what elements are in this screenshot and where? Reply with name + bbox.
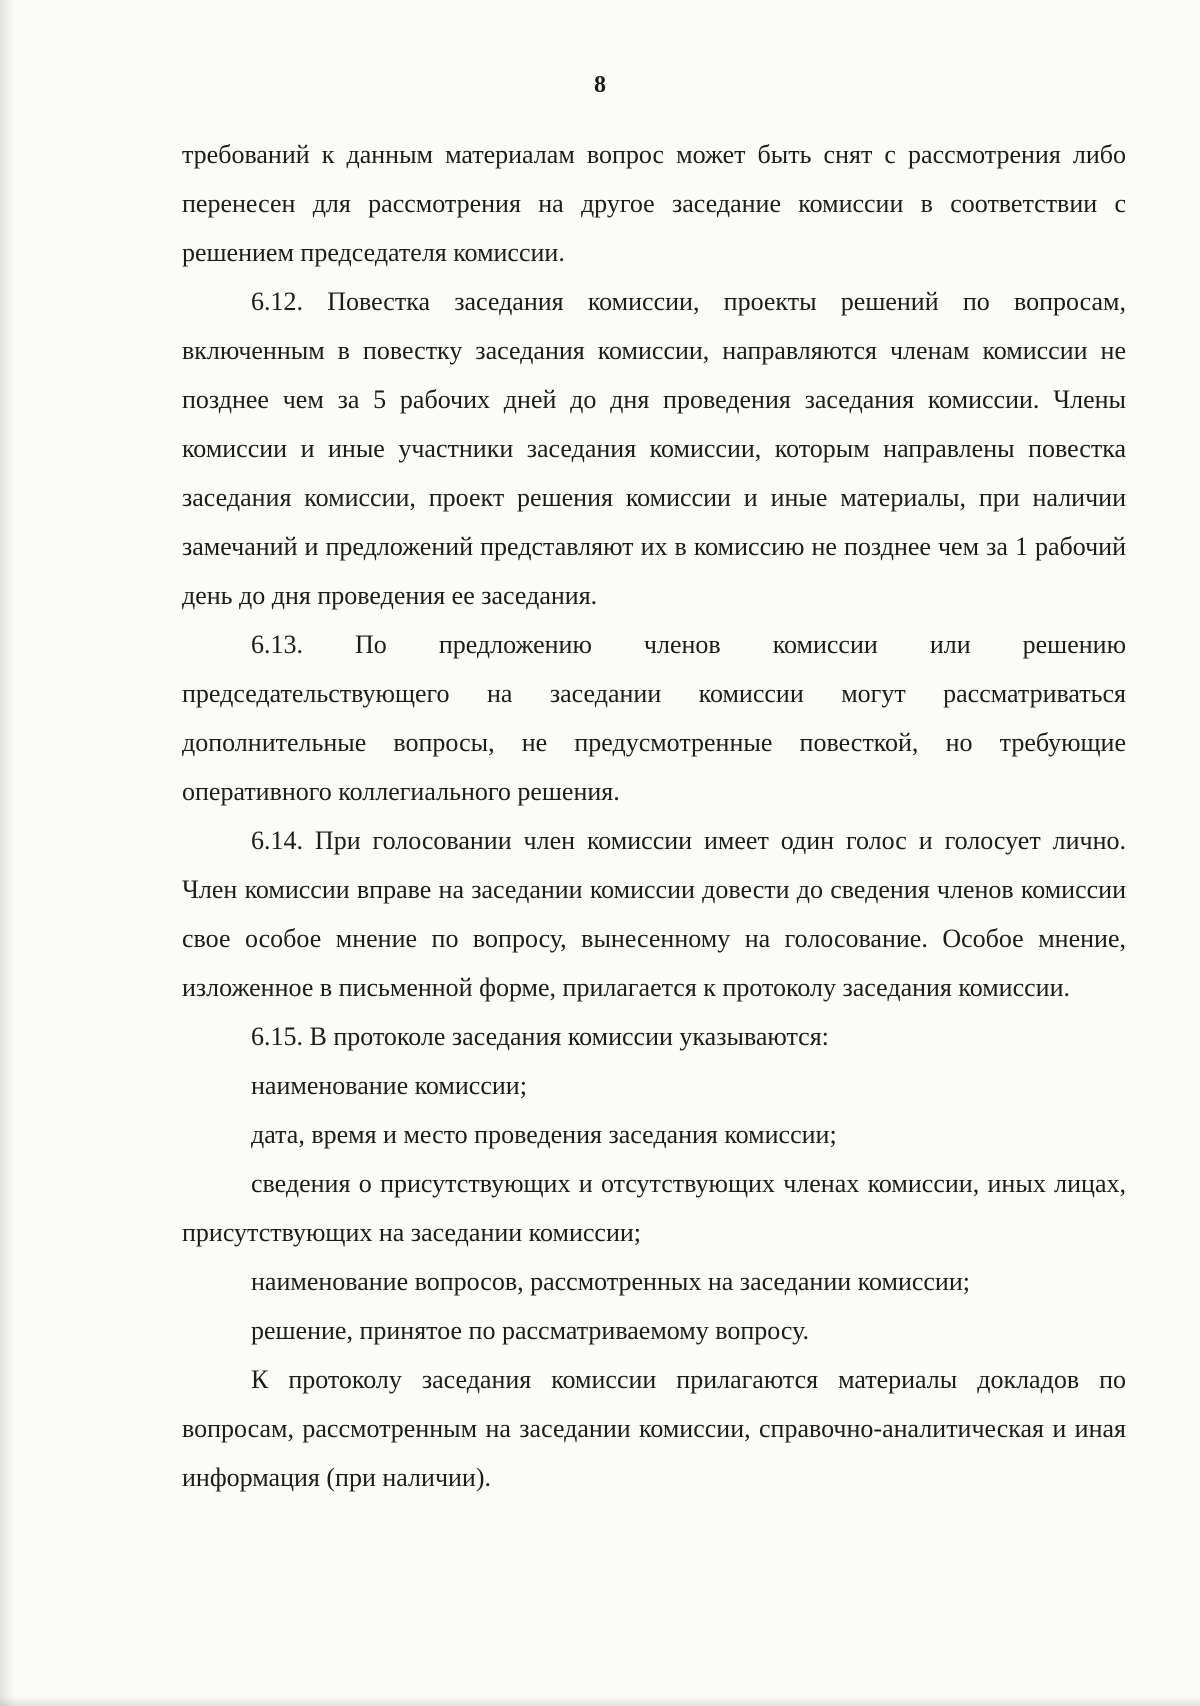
list-item: решение, принятое по рассматриваемому вопросу. (251, 1316, 809, 1345)
paragraph-6-13: 6.13. По предложению членов комиссии или решению председательствующего на заседании комиссии могут рассматриваться дополнительные вопросы, не предусмотренные повесткой, но требующие оперативного коллегиального решения. (182, 630, 1126, 806)
page-number: 8 (594, 72, 606, 98)
paragraph-continuation: требований к данным материалам вопрос может быть снят с рассмотрения либо перенесен для рассмотрения на другое заседание комиссии в соответствии с решением председателя комиссии. (182, 140, 1126, 267)
list-item: наименование комиссии; (251, 1071, 527, 1100)
list-item: наименование вопросов, рассмотренных на заседании комиссии; (251, 1267, 970, 1296)
document-body (182, 130, 1126, 1502)
scan-edge-bottom (0, 1696, 1200, 1706)
list-item: сведения о присутствующих и отсутствующих членах комиссии, иных лицах, присутствующих на заседании комиссии; (182, 1169, 1126, 1247)
paragraph-6-14: 6.14. При голосовании член комиссии имеет один голос и голосует лично. Член комиссии вправе на заседании комиссии довести до сведения членов комиссии свое особое мнение по вопросу, вынесенному на голосование. Особое мнение, изложенное в письменной форме, прилагается к протоколу заседания комиссии. (182, 826, 1126, 1002)
list-item: дата, время и место проведения заседания комиссии; (251, 1120, 837, 1149)
scan-edge-left (0, 0, 14, 1706)
paragraph-6-12: 6.12. Повестка заседания комиссии, проекты решений по вопросам, включенным в повестку заседания комиссии, направляются членам комиссии не позднее чем за 5 рабочих дней до дня проведения заседания комиссии. Члены комиссии и иные участники заседания комиссии, которым направлены повестка заседания комиссии, проект решения комиссии и иные материалы, при наличии замечаний и предложений представляют их в комиссию не позднее чем за 1 рабочий день до дня проведения ее заседания. (182, 287, 1126, 610)
paragraph-attachments: К протоколу заседания комиссии прилагаются материалы докладов по вопросам, рассмотренным на заседании комиссии, справочно-аналитическая и иная информация (при наличии). (182, 1365, 1126, 1492)
paragraph-6-15: 6.15. В протоколе заседания комиссии указываются: (251, 1022, 829, 1051)
